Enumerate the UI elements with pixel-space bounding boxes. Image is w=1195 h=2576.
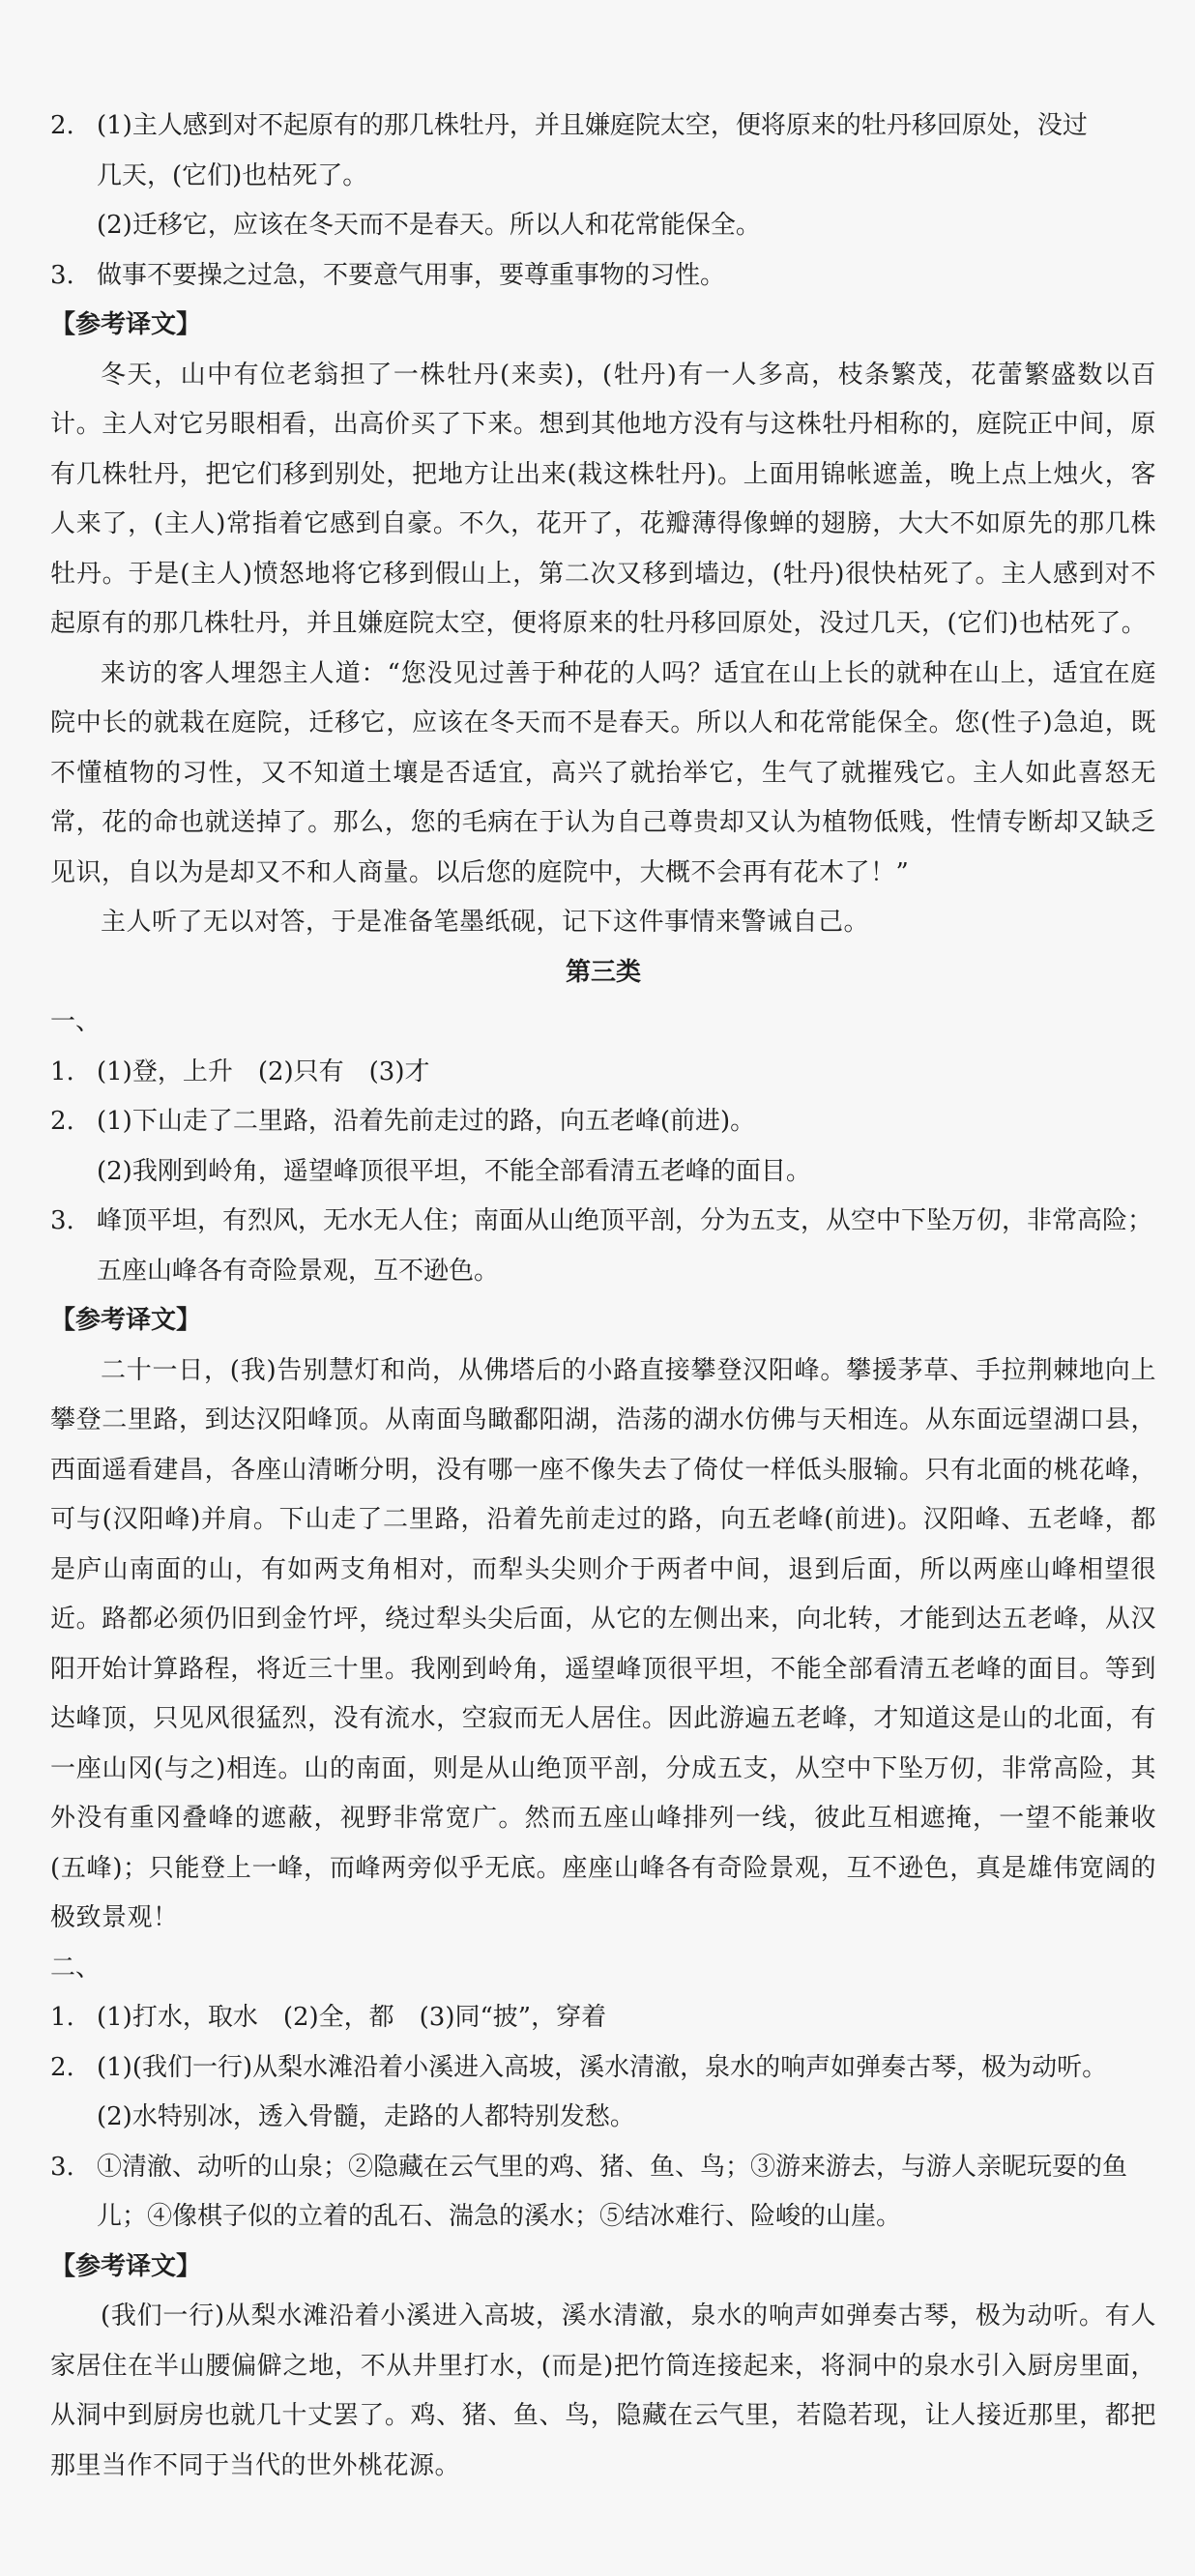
translation-paragraph: 来访的客人埋怨主人道：“您没见过善于种花的人吗？适宜在山上长的就种在山上，适宜在庭院中长的就栽在庭院，迁移它，应该在冬天而不是春天。所以人和花常能保全。您(性子)急迫，既不懂植物的习性，又不知道土壤是否适宜，高兴了就抬举它，生气了就摧残它。主人如此喜怒无常，花的命也就送掉了。那么，您的毛病在于认为自己尊贵却又认为植物低贱，性情专断却又缺乏见识，自以为是却又不和人商量。以后您的庭院中，大概不会再有花木了！”: [50, 658, 1156, 887]
translation-paragraph: (我们一行)从梨水滩沿着小溪进入高坡，溪水清澈，泉水的响声如弹奏古琴，极为动听。有人家居住在半山腰偏僻之地，不从井里打水，(而是)把竹筒连接起来，将洞中的泉水引入厨房里面，从洞中到厨房也就几十丈罢了。鸡、猪、鱼、鸟，隐藏在云气里，若隐若现，让人接近那里，都把那里当作不同于当代的世外桃花源。: [50, 2301, 1156, 2480]
question-number: 2.: [50, 1107, 74, 1136]
answer-line: [50, 251, 1156, 302]
answer-line: [50, 1197, 1156, 1247]
answer-text: (1)下山走了二里路，沿着先前走过的路，向五老峰(前进)。: [97, 1107, 756, 1136]
answer-line-continued: 儿；④像棋子似的立着的乱石、湍急的溪水；⑤结冰难行、险峻的山崖。: [97, 2202, 902, 2231]
translation-paragraph: 主人听了无以对答，于是准备笔墨纸砚，记下这件事情来警诫自己。: [101, 908, 870, 937]
answer-sub-item: (2)水特别冰，透入骨髓，走路的人都特别发愁。: [97, 2102, 635, 2131]
answer-line: [50, 1097, 1156, 1147]
answer-text: (1)主人感到对不起原有的那几株牡丹，并且嫌庭院太空，便将原来的牡丹移回原处，没过: [97, 111, 1088, 140]
reference-translation-heading: 【参考译文】: [50, 1306, 202, 1335]
answer-line: [50, 2043, 1156, 2094]
answer-text: (1)打水，取水 (2)全，都 (3)同“披”，穿着: [97, 2003, 607, 2032]
answer-line-continued: 几天，(它们)也枯死了。: [97, 160, 368, 190]
answer-text: 峰顶平坦，有烈风，无水无人住；南面从山绝顶平剖，分为五支，从空中下坠万仞，非常高险；: [97, 1206, 1153, 1235]
question-number: 2.: [50, 2052, 74, 2082]
question-number: 2.: [50, 111, 74, 140]
answer-text: (1)登，上升 (2)只有 (3)才: [97, 1056, 430, 1086]
reference-translation-heading: 【参考译文】: [50, 2251, 202, 2281]
answer-line-continued: 五座山峰各有奇险景观，互不逊色。: [97, 1256, 500, 1286]
part-heading: 一、: [50, 1007, 102, 1036]
part-heading: 二、: [50, 1953, 102, 1983]
answer-text: ①清澈、动听的山泉；②隐藏在云气里的鸡、猪、鱼、鸟；③游来游去，与游人亲昵玩耍的鱼: [97, 2152, 1128, 2182]
reference-translation-heading: 【参考译文】: [50, 310, 202, 339]
question-number: 1.: [50, 1056, 74, 1086]
question-number: 3.: [50, 2152, 74, 2182]
section-title: 第三类: [565, 957, 641, 987]
answer-line: [50, 1048, 1156, 1098]
answer-text: (1)(我们一行)从梨水滩沿着小溪进入高坡，溪水清澈，泉水的响声如弹奏古琴，极为动听。: [97, 2052, 1108, 2082]
question-number: 1.: [50, 2003, 74, 2032]
question-number: 3.: [50, 260, 74, 290]
answer-line: [50, 2143, 1156, 2193]
answer-line: [50, 101, 1156, 152]
answer-sub-item: (2)我刚到岭角，遥望峰顶很平坦，不能全部看清五老峰的面目。: [97, 1156, 811, 1186]
question-number: 3.: [50, 1206, 74, 1235]
answer-text: 做事不要操之过急，不要意气用事，要尊重事物的习性。: [97, 260, 726, 290]
translation-paragraph: 二十一日，(我)告别慧灯和尚，从佛塔后的小路直接攀登汉阳峰。攀援茅草、手拉荆棘地向上攀登二里路，到达汉阳峰顶。从南面鸟瞰鄱阳湖，浩荡的湖水仿佛与天相连。从东面远望湖口县，西面遥看建昌，各座山清晰分明，没有哪一座不像失去了倚仗一样低头服输。只有北面的桃花峰，可与(汉阳峰)并肩。下山走了二里路，沿着先前走过的路，向五老峰(前进)。汉阳峰、五老峰，都是庐山南面的山，有如两支角相对，而犁头尖则介于两者中间，退到后面，所以两座山峰相望很近。路都必须仍旧到金竹坪，绕过犁头尖后面，从它的左侧出来，向北转，才能到达五老峰，从汉阳开始计算路程，将近三十里。我刚到岭角，遥望峰顶很平坦，不能全部看清五老峰的面目。等到达峰顶，只见风很猛烈，没有流水，空寂而无人居住。因此游遍五老峰，才知道这是山的北面，有一座山冈(与之)相连。山的南面，则是从山绝顶平剖，分成五支，从空中下坠万仞，非常高险，其外没有重冈叠峰的遮蔽，视野非常宽广。然而五座山峰排列一线，彼此互相遮掩，一望不能兼收(五峰)；只能登上一峰，而峰两旁似乎无底。座座山峰各有奇险景观，互不逊色，真是雄伟宽阔的极致景观！: [50, 1355, 1156, 1932]
answer-line: [50, 1993, 1156, 2043]
translation-paragraph: 冬天，山中有位老翁担了一株牡丹(来卖)，(牡丹)有一人多高，枝条繁茂，花蕾繁盛数以百计。主人对它另眼相看，出高价买了下来。想到其他地方没有与这株牡丹相称的，庭院正中间，原有几株牡丹，把它们移到别处，把地方让出来(栽这株牡丹)。上面用锦帐遮盖，晚上点上烛火，客人来了，(主人)常指着它感到自豪。不久，花开了，花瓣薄得像蝉的翅膀，大大不如原先的那几株牡丹。于是(主人)愤怒地将它移到假山上，第二次又移到墙边，(牡丹)很快枯死了。主人感到对不起原有的那几株牡丹，并且嫌庭院太空，便将原来的牡丹移回原处，没过几天，(它们)也枯死了。: [50, 360, 1156, 638]
answer-sub-item: (2)迁移它，应该在冬天而不是春天。所以人和花常能保全。: [97, 211, 761, 240]
